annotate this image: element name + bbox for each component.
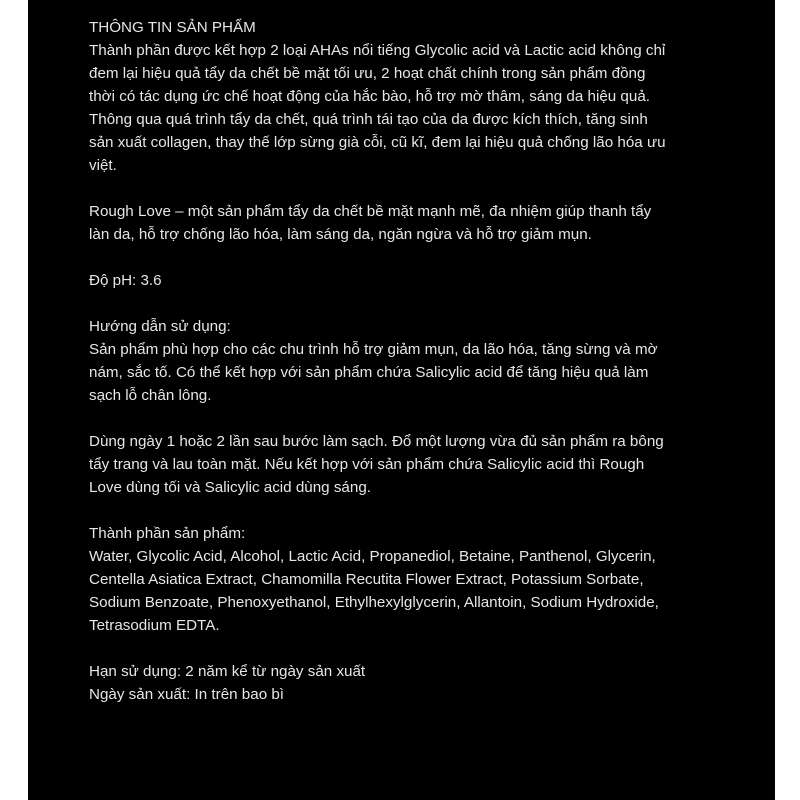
paragraph-gap — [89, 407, 739, 430]
summary-line: làn da, hỗ trợ chống lão hóa, làm sáng da, ngăn ngừa và hỗ trợ giảm mụn. — [89, 226, 592, 243]
intro-line: Thành phần được kết hợp 2 loại AHAs nổi tiếng Glycolic acid và Lactic acid không chỉ — [89, 42, 666, 59]
directions-paragraph — [89, 430, 739, 499]
directions-line: tẩy trang và lau toàn mặt. Nếu kết hợp với sản phẩm chứa Salicylic acid thì Rough — [89, 456, 645, 473]
intro-line: thời có tác dụng ức chế hoạt động của hắc bào, hỗ trợ mờ thâm, sáng da hiệu quả. — [89, 88, 650, 105]
ph-value: Độ pH: 3.6 — [89, 272, 162, 289]
intro-paragraph — [89, 39, 739, 177]
ingredients-list — [89, 545, 739, 637]
paragraph-gap — [89, 499, 739, 522]
directions-line: Love dùng tối và Salicylic acid dùng sáng. — [89, 479, 371, 496]
directions-line: Dùng ngày 1 hoặc 2 lần sau bước làm sạch. Đổ một lượng vừa đủ sản phẩm ra bông — [89, 433, 664, 450]
ingredients-line: Water, Glycolic Acid, Alcohol, Lactic Acid, Propanediol, Betaine, Panthenol, Glycerin, — [89, 548, 656, 565]
usage-line: Sản phẩm phù hợp cho các chu trình hỗ trợ giảm mụn, da lão hóa, tăng sừng và mờ — [89, 341, 658, 358]
summary-line: Rough Love – một sản phẩm tẩy da chết bề mặt mạnh mẽ, đa nhiệm giúp thanh tẩy — [89, 203, 652, 220]
intro-line: sản xuất collagen, thay thế lớp sừng già cỗi, cũ kĩ, đem lại hiệu quả chống lão hóa ưu — [89, 134, 666, 151]
usage-heading: Hướng dẫn sử dụng: — [89, 318, 231, 335]
manufacture-date-text: Ngày sản xuất: In trên bao bì — [89, 686, 285, 703]
usage-line: nám, sắc tố. Có thể kết hợp với sản phẩm chứa Salicylic acid để tăng hiệu quả làm — [89, 364, 649, 381]
usage-paragraph — [89, 338, 739, 407]
intro-line: việt. — [89, 157, 117, 174]
ingredients-heading: Thành phần sản phẩm: — [89, 525, 246, 542]
summary-paragraph — [89, 200, 739, 246]
usage-line: sạch lỗ chân lông. — [89, 387, 212, 404]
ingredients-line: Sodium Benzoate, Phenoxyethanol, Ethylhexylglycerin, Allantoin, Sodium Hydroxide, — [89, 594, 659, 611]
product-info-text — [89, 16, 739, 706]
document-screen — [28, 0, 775, 800]
paragraph-gap — [89, 292, 739, 315]
section-title: THÔNG TIN SẢN PHẨM — [89, 19, 256, 36]
paragraph-gap — [89, 637, 739, 660]
expiry-text: Hạn sử dụng: 2 năm kể từ ngày sản xuất — [89, 663, 366, 680]
intro-line: đem lại hiệu quả tẩy da chết bề mặt tối ưu, 2 hoạt chất chính trong sản phẩm đồng — [89, 65, 646, 82]
paragraph-gap — [89, 246, 739, 269]
paragraph-gap — [89, 177, 739, 200]
ingredients-line: Tetrasodium EDTA. — [89, 617, 220, 634]
ingredients-line: Centella Asiatica Extract, Chamomilla Recutita Flower Extract, Potassium Sorbate, — [89, 571, 644, 588]
intro-line: Thông qua quá trình tẩy da chết, quá trình tái tạo của da được kích thích, tăng sinh — [89, 111, 648, 128]
